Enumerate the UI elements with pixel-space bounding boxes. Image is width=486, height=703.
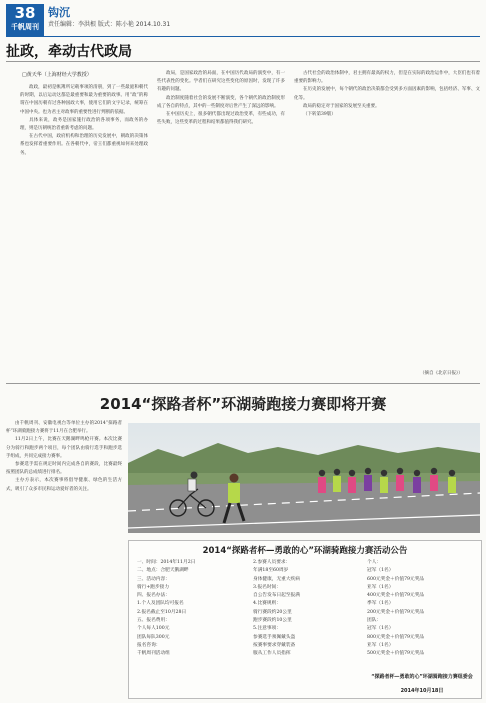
notice-date: 2014年10月18日 xyxy=(400,688,444,694)
notice-column-2 xyxy=(253,559,359,659)
event-notice xyxy=(128,540,482,699)
notice-line: 按赛事要求穿戴装备 xyxy=(253,642,296,648)
paragraph: 在中国历史上，很多朝代都出现过政治变革，有些成功，有些失败，这些变革的过程和结果都值得我们研究。 xyxy=(157,112,285,126)
notice-line: 团队： xyxy=(367,618,382,624)
notice-title: 2014“探路者杯—勇敢的心”环湖骑跑接力赛活动公告 xyxy=(202,546,408,556)
article-source: （摘自《北京日报》） xyxy=(420,371,463,376)
event-photo xyxy=(128,423,480,533)
race-photo xyxy=(128,423,480,533)
article-column-1 xyxy=(20,84,148,378)
notice-line: 骑行赛段约20公里 xyxy=(253,609,292,615)
event-title: 2014“探路者杯”环湖骑跑接力赛即将开赛 xyxy=(99,395,387,413)
headline-rule xyxy=(6,61,480,62)
paragraph: 政局，是国家政治的局面，在中国历代政局的演变中，有一些代表性的变化。学者们在研究这些变化的原因时，发现了许多有趣的问题。 xyxy=(157,71,285,93)
notice-line: 一、时间：2014年11月2日 xyxy=(137,560,196,565)
notice-line: 5.注意事项： xyxy=(253,626,281,632)
notice-line: 千帆周刊活动组 xyxy=(137,651,170,657)
notice-line: 600元奖金＋价值79元奖品 xyxy=(367,576,425,582)
notice-line: 二、地点：合肥天鹅湖畔 xyxy=(137,568,189,574)
paragraph: 在古代中国，政府机构和治理的历史发展中，朝政的决策体系也发挥着重要作用。在各朝代中，帝王们都重视如何来处理政务。 xyxy=(20,134,148,156)
notice-line: 800元奖金＋价值79元奖品 xyxy=(367,634,425,640)
notice-line: 4.比赛规则： xyxy=(253,601,281,607)
notice-line: 三、活动内容： xyxy=(137,576,170,582)
notice-line: 季军（1名） xyxy=(367,601,394,607)
paragraph: 具体来说，政务是国家施行政治的各项事务，而政务的办理，则是历朝统治者重新考虑的问题。 xyxy=(20,117,148,132)
editor-line: 责任编辑：李洪根 版式：陈小艳 2014.10.31 xyxy=(48,21,171,28)
notice-line: 骑行+跑步接力 xyxy=(137,584,170,590)
paragraph: 政局的稳定对于国家的发展至关重要。 xyxy=(303,103,380,109)
notice-line: 跑步赛段约10公里 xyxy=(253,618,292,624)
paragraph: （下转第39版） xyxy=(303,112,336,118)
notice-line: 400元奖金＋价值79元奖品 xyxy=(367,593,425,599)
paragraph: 在历史的发展中，每个朝代的政治决策都会受到多方面因素的影响，包括经济、军事、文化等。 xyxy=(294,87,480,101)
notice-line: 报名咨询： xyxy=(137,642,161,648)
notice-line: 亚军（1名） xyxy=(367,584,394,590)
notice-line: 200元奖金＋价值79元奖品 xyxy=(367,609,425,615)
notice-line: 服从工作人员指挥 xyxy=(253,651,291,657)
notice-line: 四、报名办法： xyxy=(137,593,170,599)
notice-line: 五、报名费用： xyxy=(137,618,170,624)
notice-line: 年满18至60周岁 xyxy=(253,568,289,574)
notice-line: 冠军（1名） xyxy=(367,626,394,632)
notice-line: 团队每队300元 xyxy=(137,634,170,640)
notice-column-1 xyxy=(137,559,245,659)
notice-line: 亚军（1名） xyxy=(367,642,394,648)
event-intro xyxy=(6,420,122,695)
paragraph: 由千帆周刊、安徽电视台等单位主办的2014“探路者杯”环湖骑跑接力赛将于11月在合肥举行。 xyxy=(6,421,122,435)
notice-line: 个人： xyxy=(367,560,382,565)
notice-line: 个人每人100元 xyxy=(137,626,170,632)
page-number-badge xyxy=(6,4,44,36)
section-separator xyxy=(6,383,480,384)
paragraph: 主办方表示，本次赛事将倡导健康、绿色的生活方式，吸引了众多市民和运动爱好者的关注。 xyxy=(6,478,122,492)
notice-line: 500元奖金＋价值79元奖品 xyxy=(367,651,425,657)
article-headline: 扯政，牵动古代政局 xyxy=(6,44,132,60)
paragraph: 参赛选手需在规定时间内完成各自的赛段，比赛最终按照团队的总成绩进行排名。 xyxy=(6,462,122,476)
article-author: □黄天华（上海财经大学教授） xyxy=(22,72,92,78)
notice-line: 身体健康，无重大疾病 xyxy=(253,576,300,582)
header-rule xyxy=(6,36,480,37)
notice-line: 2.参赛人员要求： xyxy=(253,560,291,565)
notice-line: 参赛选手须佩戴头盔 xyxy=(253,634,296,640)
notice-column-3 xyxy=(367,559,477,659)
notice-line: 3.报名时间： xyxy=(253,584,281,590)
notice-line: 自公告发布日起至报满 xyxy=(253,593,300,599)
paragraph: 古代社会的政治体制中，君主拥有最高的权力，但是在实际的政治运作中，大臣们也有着重要的影响力。 xyxy=(294,71,480,85)
section-tag: 千帆周刊 xyxy=(11,23,39,31)
section-title: 钩沉 xyxy=(48,6,70,19)
notice-line: 2.报名截止至10月28日 xyxy=(137,609,187,615)
notice-line: 1.个人及团队均可报名 xyxy=(137,601,184,607)
article-column-3 xyxy=(294,70,480,370)
paragraph: 11月2日上午，比赛在天鹅湖畔鸣枪开赛。本次比赛分为骑行和跑步两个项目，每个团队由骑行选手和跑步选手组成，共同完成接力赛事。 xyxy=(6,437,122,459)
article-column-2 xyxy=(157,70,285,378)
notice-organizer: “探路者杯—勇敢的心”环湖骑跑接力赛组委会 xyxy=(371,674,473,680)
page-number: 38 xyxy=(14,4,36,22)
paragraph: 政政，最初是帐簿所记载事项的清册，到了一些最庭和朝代的时期，以后运动这都是最重要和最为重要的政事。用“政”的称谓在中国历朝有过各种国政大事，使用它们的文字记录，统筹在中国中央。也为君主对政事的重要性进行判断的依据。 xyxy=(20,85,148,115)
paragraph: 政治制度随着社会的发展不断演变，各个朝代的政治制度形成了各自的特点，其中的一些制度对后世产生了深远的影响。 xyxy=(157,95,285,109)
notice-line: 冠军（1名） xyxy=(367,568,394,574)
